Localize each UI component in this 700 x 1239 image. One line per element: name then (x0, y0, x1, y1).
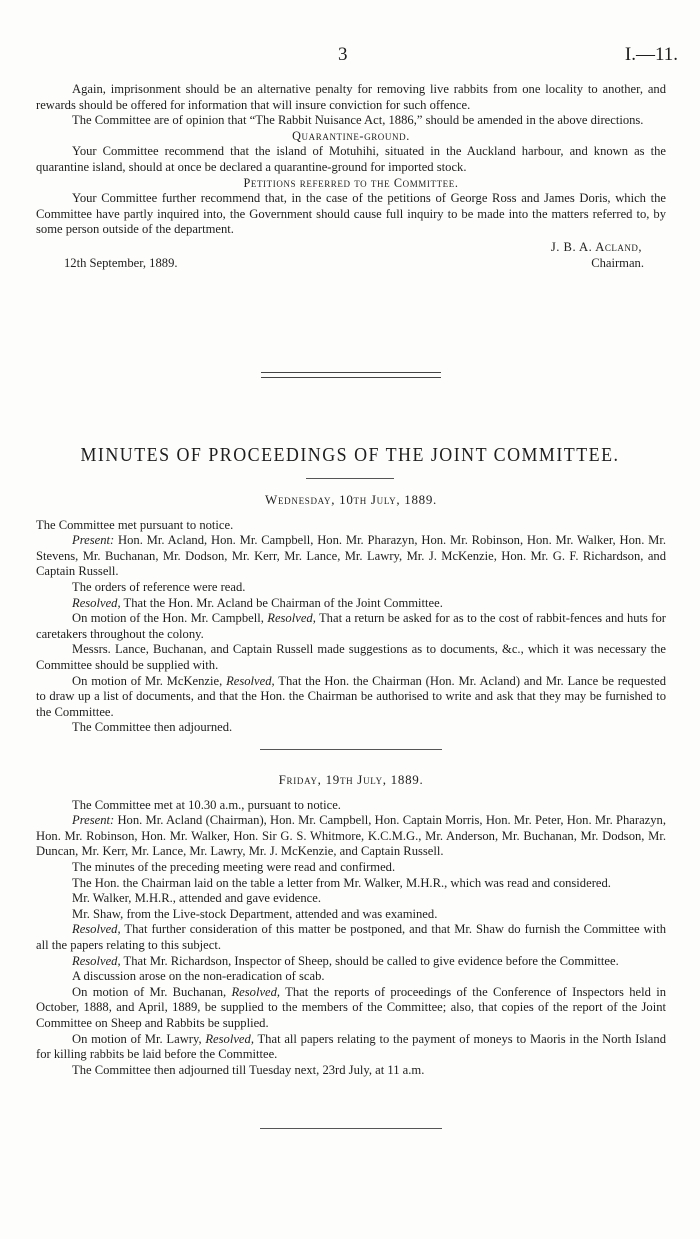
meeting-2 (36, 772, 666, 1078)
present-list: Hon. Mr. Acland, Hon. Mr. Campbell, Hon. Mr. Pharazyn, Hon. Mr. Robinson, Hon. Mr. Walker, Hon. Mr. Stevens, Mr. Buchanan, Mr. Dodson, Mr. Kerr, Mr. Lance, Mr. Lawry, Mr. J. McKenzie, Hon. Mr. G. F. Richardson, and Captain Russell. (36, 533, 666, 579)
report-paragraph: Your Committee recommend that the island of Motuhihi, situated in the Auckland harbour, and known as the quarantine island, should at once be declared a quarantine-ground for imported stock. (36, 144, 666, 174)
minutes-paragraph: Mr. Shaw, from the Live-stock Department, attended and was examined. (72, 906, 438, 921)
signature-name: J. B. A. Acland, (550, 239, 642, 254)
minutes-paragraph: The orders of reference were read. (72, 579, 246, 594)
minutes-paragraph: The Hon. the Chairman laid on the table a letter from Mr. Walker, M.H.R., which was read and considered. (72, 875, 611, 890)
minutes-paragraph (36, 985, 666, 1032)
motion-text: On motion of Mr. Buchanan, (72, 984, 232, 999)
resolved-label: Resolved, (205, 1031, 254, 1046)
signature-date: 12th September, 1889. (64, 255, 178, 270)
resolved-label: Resolved, (267, 611, 316, 626)
resolution-text: That further consideration of this matter be postponed, and that Mr. Shaw do furnish the Committee with all the papers relating to this subject. (36, 922, 666, 952)
double-rule-divider (261, 372, 441, 378)
report-paragraph: Your Committee further recommend that, in the case of the petitions of George Ross and James Doris, which the Committee have partly inquired into, the Government should cause full inquiry to be made into the matters referred to, by some person outside of the department. (36, 191, 666, 237)
present-list: Hon. Mr. Acland (Chairman), Hon. Mr. Campbell, Hon. Captain Morris, Hon. Mr. Peter, Hon. Mr. Pharazyn, Hon. Mr. Robinson, Hon. Mr. Walker, Hon. Sir G. S. Whitmore, K.C.M.G., Mr. Anderson, Mr. Buchanan, Mr. Dodson, Mr. Duncan, Mr. Kerr, Mr. Lance, Mr. Lawry, Mr. J. McKenzie, and Captain Russell. (36, 813, 666, 859)
minutes-paragraph: The minutes of the preceding meeting were read and confirmed. (72, 859, 396, 874)
minutes-paragraph: A discussion arose on the non-eradication of scab. (72, 969, 325, 984)
minutes-paragraph (36, 611, 666, 642)
present-label: Present: (72, 533, 115, 548)
resolution-text: That the reports of proceedings of the Conference of Inspectors held in October, 1888, and April, 1889, be supplied to the members of the Committee; also, that copies of the report of the Joint Committee on Sheep and Rabbits be supplied. (36, 984, 666, 1030)
meeting-date: Friday, 19th July, 1889. (278, 772, 424, 787)
present-label: Present: (72, 813, 115, 828)
minutes-paragraph: Messrs. Lance, Buchanan, and Captain Russell made suggestions as to documents, &c., which it was necessary the Committee should be supplied with. (36, 642, 666, 672)
report-paragraph: The Committee are of opinion that “The Rabbit Nuisance Act, 1886,” should be amended in the above directions. (72, 113, 644, 128)
end-rule-divider (260, 1128, 442, 1129)
minutes-paragraph (36, 954, 666, 970)
resolution-text: That the Hon. the Chairman (Hon. Mr. Acland) and Mr. Lance be requested to draw up a list of documents, and that the Hon. the Chairman be authorised to write and ask that they may be furnished to the Committee. (36, 673, 667, 719)
minutes-paragraph: Mr. Walker, M.H.R., attended and gave evidence. (72, 891, 321, 906)
resolution-text: That Mr. Richardson, Inspector of Sheep, should be called to give evidence before the Committee. (120, 953, 619, 968)
minutes-paragraph: The Committee then adjourned till Tuesday next, 23rd July, at 11 a.m. (72, 1062, 425, 1077)
resolved-label: Resolved, (72, 922, 121, 937)
minutes-paragraph (36, 922, 666, 953)
motion-text: On motion of Mr. Lawry, (72, 1031, 206, 1046)
section-heading-petitions: Petitions referred to the Committee. (243, 175, 459, 190)
minutes-paragraph (36, 1032, 666, 1063)
resolution-text: That all papers relating to the payment of moneys to Maoris in the North Island for killing rabbits be laid before the Committee. (36, 1031, 666, 1062)
resolved-label: Resolved, (72, 595, 121, 610)
resolution-text: That a return be asked for as to the cost of rabbit-fences and huts for caretakers throughout the colony. (36, 611, 666, 641)
minutes-paragraph: The Committee then adjourned. (72, 720, 233, 735)
resolution-text: That the Hon. Mr. Acland be Chairman of the Joint Committee. (120, 595, 443, 610)
minutes-paragraph (36, 533, 666, 580)
short-rule-divider (306, 478, 394, 479)
minutes-paragraph (36, 674, 666, 721)
document-code: I.—11. (624, 44, 678, 65)
minutes-paragraph (36, 596, 666, 612)
signature-title: Chairman. (591, 255, 644, 270)
section-heading-quarantine: Quarantine-ground. (292, 128, 410, 143)
resolved-label: Resolved, (72, 953, 121, 968)
section-rule-divider (260, 749, 442, 750)
resolved-label: Resolved, (226, 673, 275, 688)
motion-text: On motion of the Hon. Mr. Campbell, (72, 611, 268, 626)
minutes-title: MINUTES OF PROCEEDINGS OF THE JOINT COMMITTEE. (80, 445, 620, 466)
minutes-paragraph: The Committee met at 10.30 a.m., pursuant to notice. (72, 797, 341, 812)
signature-block (36, 240, 666, 272)
report-paragraph: Again, imprisonment should be an alternative penalty for removing live rabbits from one locality to another, and rewards should be offered for information that will insure conviction for such offence. (36, 82, 666, 112)
meeting-date: Wednesday, 10th July, 1889. (265, 492, 437, 507)
motion-text: On motion of Mr. McKenzie, (72, 673, 227, 688)
minutes-paragraph (36, 813, 666, 860)
report-section (36, 82, 666, 272)
meeting-1 (36, 492, 666, 736)
resolved-label: Resolved, (231, 984, 281, 999)
minutes-paragraph: The Committee met pursuant to notice. (36, 517, 234, 532)
page-number: 3 (338, 44, 348, 65)
